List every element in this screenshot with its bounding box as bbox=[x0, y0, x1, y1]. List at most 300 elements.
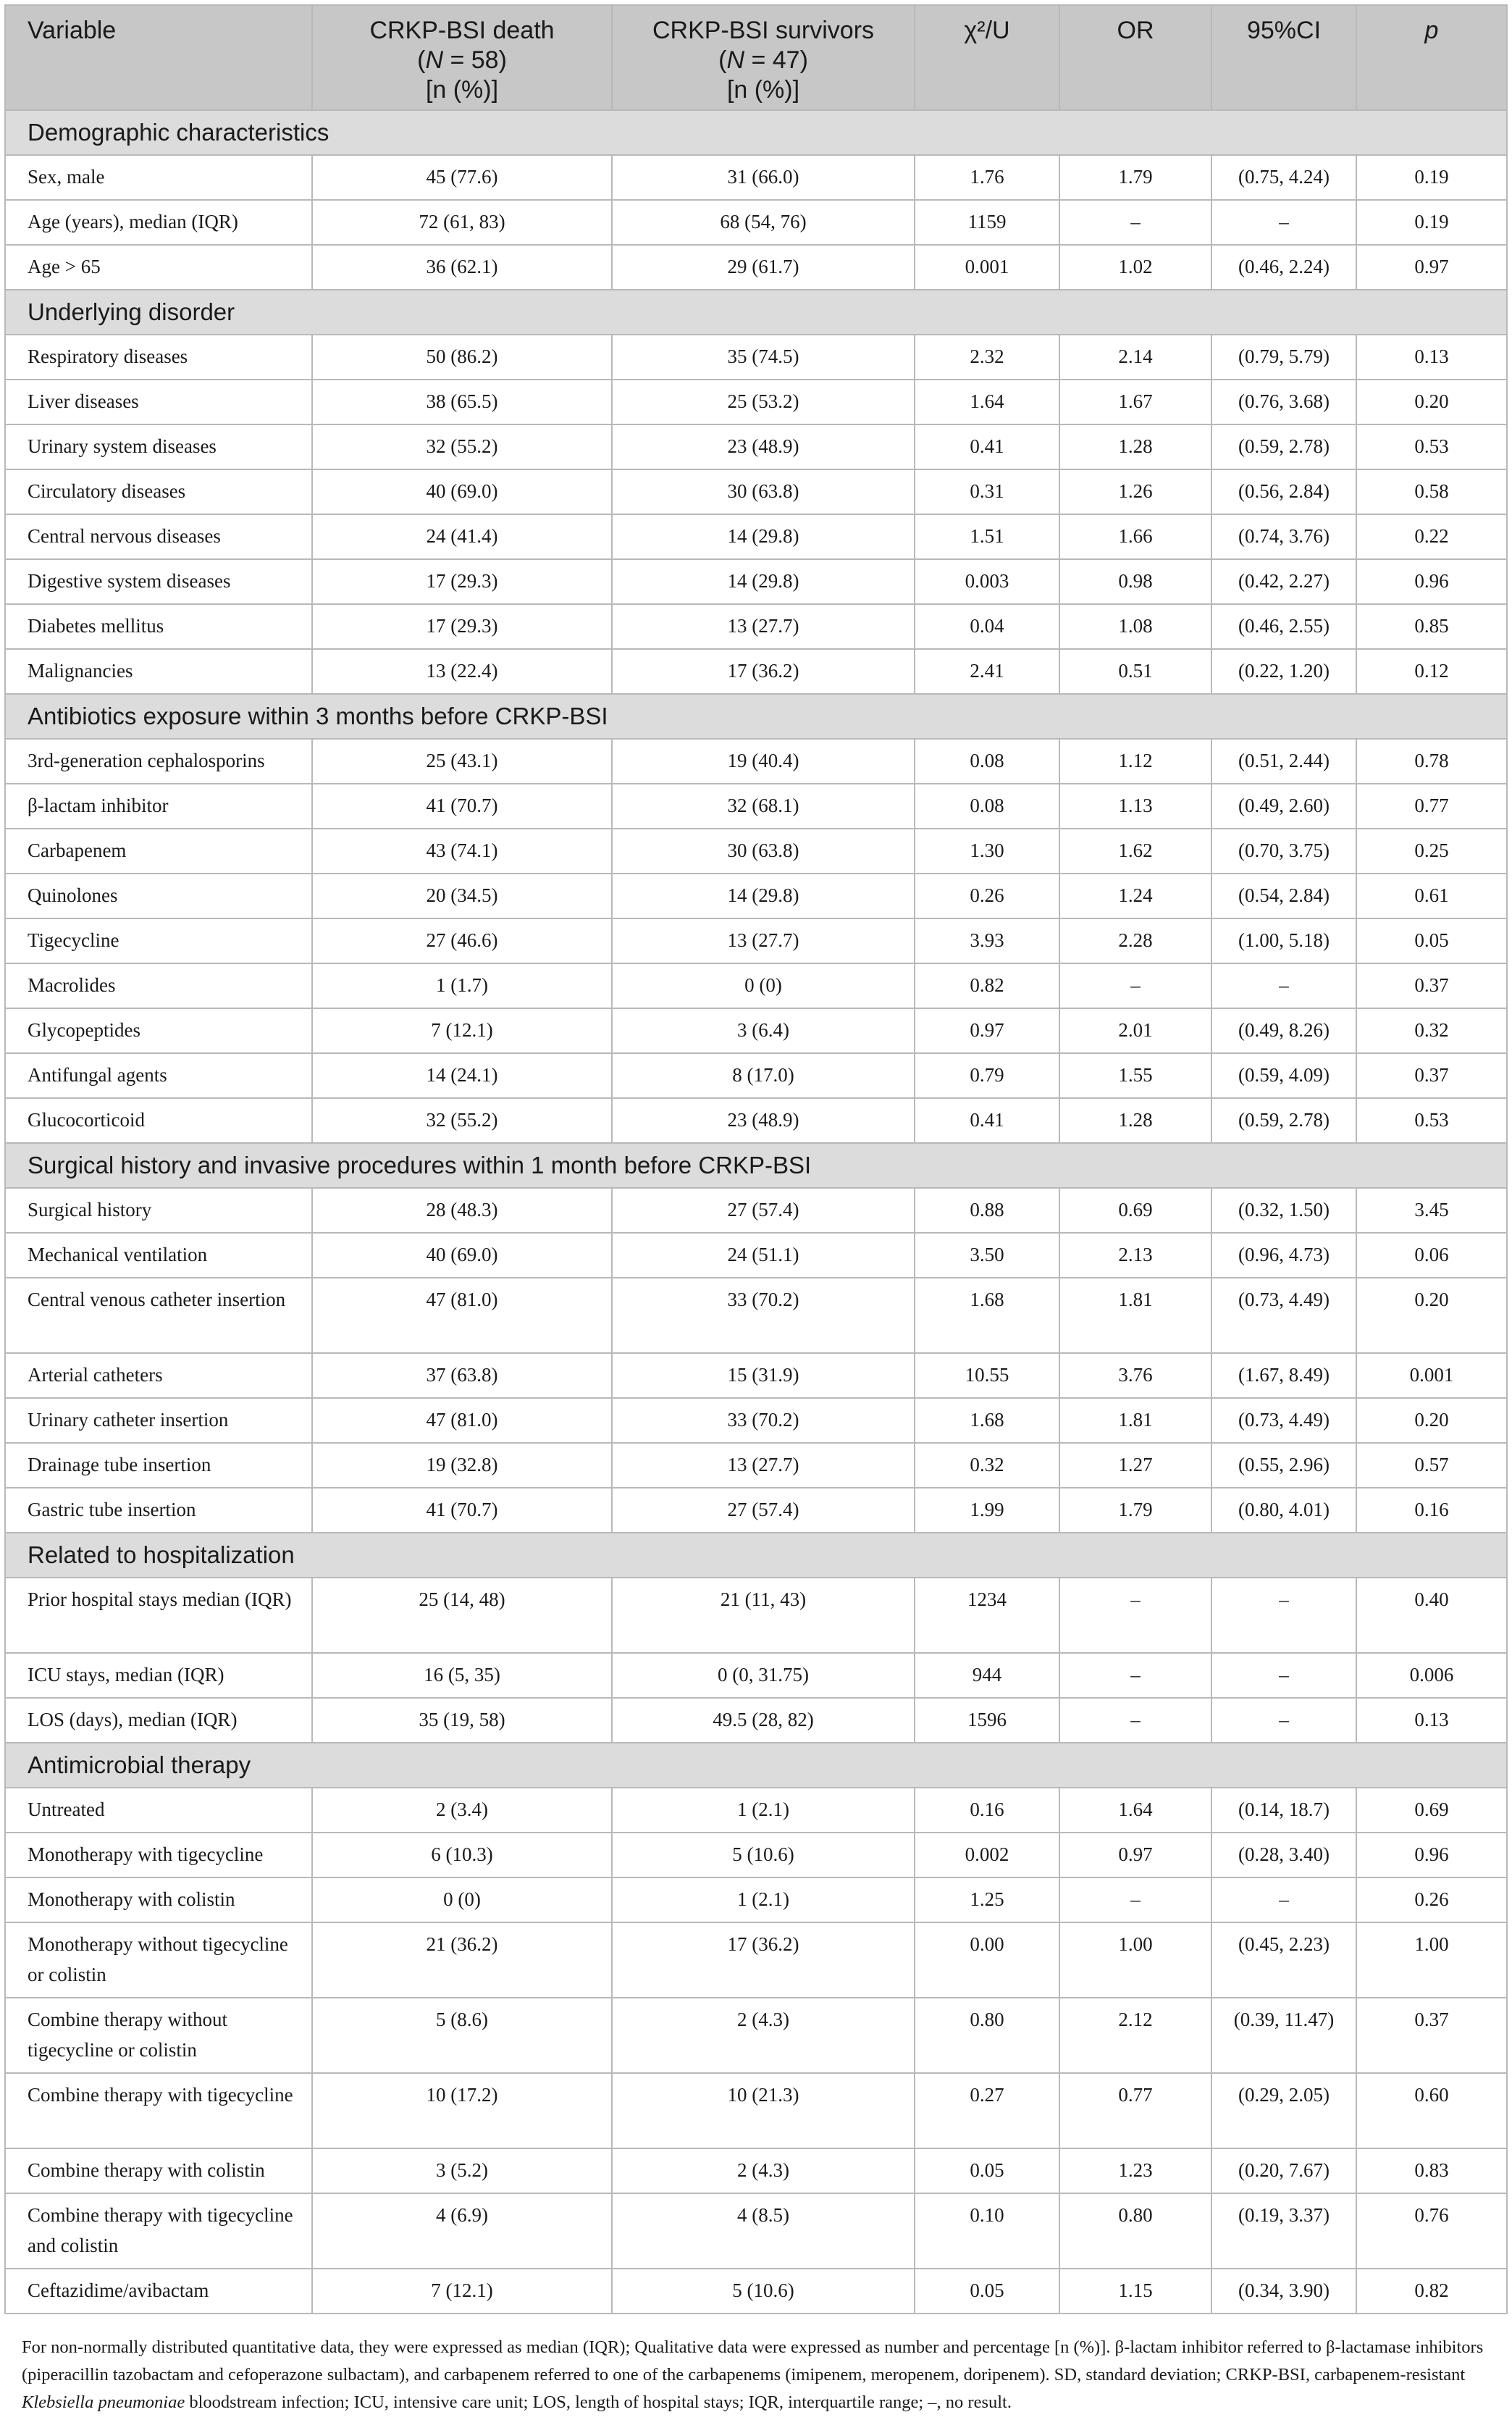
ci-value bbox=[1211, 1998, 1356, 2073]
ci-value-text: (0.54, 2.84) bbox=[1238, 884, 1330, 906]
chi-u-value bbox=[915, 1008, 1059, 1053]
chi-u-value bbox=[915, 739, 1059, 784]
row-label-text: Urinary catheter insertion bbox=[28, 1409, 229, 1431]
chi-u-value-text: 2.32 bbox=[970, 346, 1004, 367]
ci-value bbox=[1211, 1353, 1356, 1398]
p-value-text: 0.58 bbox=[1414, 480, 1449, 502]
table-row bbox=[5, 424, 1507, 469]
ci-value-text: – bbox=[1279, 1588, 1289, 1610]
survivor-value-text: 14 (29.8) bbox=[727, 884, 799, 906]
or-value bbox=[1059, 1698, 1211, 1743]
header-survivors: CRKP-BSI survivors (N = 47) [n (%)] bbox=[612, 5, 915, 110]
or-value-text: 1.15 bbox=[1118, 2279, 1153, 2301]
chi-u-value bbox=[915, 469, 1059, 514]
table-row bbox=[5, 1922, 1507, 1998]
survivor-value bbox=[612, 1398, 915, 1443]
survivor-value bbox=[612, 200, 915, 245]
ci-value bbox=[1211, 1098, 1356, 1143]
survivor-value-text: 5 (10.6) bbox=[732, 2279, 794, 2301]
ci-value-text: (0.73, 4.49) bbox=[1238, 1289, 1330, 1310]
row-label-text: Age > 65 bbox=[28, 256, 101, 277]
or-value bbox=[1059, 918, 1211, 963]
or-value bbox=[1059, 1922, 1211, 1998]
row-label-text: Central venous catheter insertion bbox=[28, 1289, 286, 1310]
chi-u-value bbox=[915, 380, 1059, 424]
chi-u-value-text: 0.16 bbox=[970, 1799, 1004, 1820]
death-value-text: 50 (86.2) bbox=[426, 346, 498, 367]
survivor-value-text: 15 (31.9) bbox=[727, 1364, 799, 1386]
chi-u-value bbox=[915, 155, 1059, 200]
death-value-text: 20 (34.5) bbox=[426, 884, 498, 906]
row-label-text: Combine therapy with tigecycline and colistin bbox=[28, 2204, 293, 2256]
death-value-text: 16 (5, 35) bbox=[424, 1664, 500, 1686]
chi-u-value-text: 1.68 bbox=[970, 1409, 1004, 1431]
p-value-text: 0.06 bbox=[1414, 1244, 1449, 1265]
or-value bbox=[1059, 155, 1211, 200]
chi-u-value bbox=[915, 1788, 1059, 1833]
or-value bbox=[1059, 469, 1211, 514]
survivor-value-text: 30 (63.8) bbox=[727, 480, 799, 502]
or-value-text: 1.00 bbox=[1118, 1933, 1153, 1955]
or-value-text: 1.28 bbox=[1118, 435, 1153, 457]
death-value bbox=[312, 2148, 612, 2193]
or-value-text: 1.02 bbox=[1118, 256, 1153, 277]
or-value bbox=[1059, 559, 1211, 604]
row-label bbox=[5, 1788, 312, 1833]
row-label-text: Liver diseases bbox=[28, 390, 139, 412]
survivor-value-text: 14 (29.8) bbox=[727, 570, 799, 592]
row-label-text: Monotherapy without tigecycline or colistin bbox=[28, 1933, 288, 1985]
row-label-text: Urinary system diseases bbox=[28, 435, 217, 457]
ci-value bbox=[1211, 2148, 1356, 2193]
survivor-value-text: 0 (0, 31.75) bbox=[718, 1664, 809, 1686]
p-value bbox=[1356, 155, 1507, 200]
chi-u-value-text: 0.05 bbox=[970, 2279, 1004, 2301]
row-label bbox=[5, 1488, 312, 1533]
p-value-text: 0.96 bbox=[1414, 1843, 1449, 1865]
row-label-text: Macrolides bbox=[28, 974, 116, 996]
or-value bbox=[1059, 1833, 1211, 1877]
chi-u-value-text: 1.25 bbox=[970, 1888, 1004, 1910]
p-value bbox=[1356, 829, 1507, 874]
or-value bbox=[1059, 739, 1211, 784]
table-row bbox=[5, 1188, 1507, 1233]
ci-value-text: (0.55, 2.96) bbox=[1238, 1454, 1330, 1475]
section-header-row bbox=[5, 1533, 1507, 1578]
or-value-text: 1.79 bbox=[1118, 166, 1153, 188]
ci-value bbox=[1211, 1278, 1356, 1353]
survivor-value bbox=[612, 1098, 915, 1143]
chi-u-value-text: 0.80 bbox=[970, 2009, 1004, 2030]
ci-value-text: (0.49, 8.26) bbox=[1238, 1019, 1330, 1041]
row-label-text: Antifungal agents bbox=[28, 1064, 167, 1086]
row-label bbox=[5, 1278, 312, 1353]
or-value-text: 1.13 bbox=[1118, 795, 1153, 816]
survivor-value-text: 33 (70.2) bbox=[727, 1409, 799, 1431]
or-value-text: 2.13 bbox=[1118, 1244, 1153, 1265]
survivor-value-text: 29 (61.7) bbox=[727, 256, 799, 277]
chi-u-value bbox=[915, 784, 1059, 829]
table-row bbox=[5, 1008, 1507, 1053]
p-value-text: 0.16 bbox=[1414, 1499, 1449, 1520]
death-value-text: 13 (22.4) bbox=[426, 660, 498, 682]
survivor-value-text: 8 (17.0) bbox=[732, 1064, 794, 1086]
header-ci: 95%CI bbox=[1211, 5, 1356, 110]
row-label bbox=[5, 514, 312, 559]
death-value-text: 45 (77.6) bbox=[426, 166, 498, 188]
death-value bbox=[312, 2269, 612, 2314]
survivor-value-text: 2 (4.3) bbox=[737, 2159, 789, 2181]
row-label bbox=[5, 829, 312, 874]
or-value-text: 1.81 bbox=[1118, 1289, 1153, 1310]
death-value-text: 3 (5.2) bbox=[436, 2159, 488, 2181]
death-value bbox=[312, 1443, 612, 1488]
chi-u-value bbox=[915, 829, 1059, 874]
survivor-value bbox=[612, 739, 915, 784]
death-value-text: 41 (70.7) bbox=[426, 1499, 498, 1520]
row-label-text: Circulatory diseases bbox=[28, 480, 186, 502]
table-row bbox=[5, 963, 1507, 1008]
or-value-text: – bbox=[1130, 974, 1141, 996]
death-value bbox=[312, 963, 612, 1008]
death-value-text: 72 (61, 83) bbox=[419, 211, 505, 233]
survivor-value bbox=[612, 1833, 915, 1877]
p-value bbox=[1356, 1278, 1507, 1353]
p-value-text: 0.37 bbox=[1414, 1064, 1449, 1086]
chi-u-value bbox=[915, 1833, 1059, 1877]
p-value bbox=[1356, 559, 1507, 604]
table-row bbox=[5, 829, 1507, 874]
table-row bbox=[5, 2193, 1507, 2269]
death-value-text: 7 (12.1) bbox=[431, 1019, 493, 1041]
row-label-text: Mechanical ventilation bbox=[28, 1244, 208, 1265]
p-value-text: 0.001 bbox=[1409, 1364, 1454, 1386]
ci-value bbox=[1211, 1053, 1356, 1098]
ci-value-text: (1.00, 5.18) bbox=[1238, 929, 1330, 951]
chi-u-value-text: 0.82 bbox=[970, 974, 1004, 996]
death-value bbox=[312, 1353, 612, 1398]
p-value-text: 0.19 bbox=[1414, 211, 1449, 233]
survivor-value bbox=[612, 1278, 915, 1353]
death-value bbox=[312, 1398, 612, 1443]
p-value bbox=[1356, 2148, 1507, 2193]
row-label-text: Central nervous diseases bbox=[28, 525, 221, 547]
survivor-value bbox=[612, 1877, 915, 1922]
p-value-text: 0.37 bbox=[1414, 974, 1449, 996]
death-value bbox=[312, 604, 612, 649]
or-value bbox=[1059, 649, 1211, 694]
or-value-text: 1.08 bbox=[1118, 615, 1153, 637]
p-value-text: 0.20 bbox=[1414, 390, 1449, 412]
table-row bbox=[5, 1053, 1507, 1098]
survivor-value bbox=[612, 2148, 915, 2193]
table-row bbox=[5, 2148, 1507, 2193]
chi-u-value bbox=[915, 2269, 1059, 2314]
survivor-value bbox=[612, 155, 915, 200]
death-value bbox=[312, 1653, 612, 1698]
row-label bbox=[5, 874, 312, 918]
p-value-text: 0.82 bbox=[1414, 2279, 1449, 2301]
row-label bbox=[5, 380, 312, 424]
header-or: OR bbox=[1059, 5, 1211, 110]
chi-u-value-text: 0.05 bbox=[970, 2159, 1004, 2181]
row-label-text: Respiratory diseases bbox=[28, 346, 188, 367]
ci-value bbox=[1211, 335, 1356, 380]
chi-u-value bbox=[915, 649, 1059, 694]
p-value-text: 1.00 bbox=[1414, 1933, 1449, 1955]
survivor-value-text: 13 (27.7) bbox=[727, 929, 799, 951]
chi-u-value-text: 0.00 bbox=[970, 1933, 1004, 1955]
header-row bbox=[5, 5, 1507, 110]
or-value-text: 1.26 bbox=[1118, 480, 1153, 502]
chi-u-value bbox=[915, 874, 1059, 918]
row-label bbox=[5, 200, 312, 245]
p-value bbox=[1356, 784, 1507, 829]
row-label-text: Sex, male bbox=[28, 166, 105, 188]
row-label-text: Monotherapy with colistin bbox=[28, 1888, 235, 1910]
survivor-value-text: 13 (27.7) bbox=[727, 615, 799, 637]
survivor-value bbox=[612, 1998, 915, 2073]
death-value-text: 21 (36.2) bbox=[426, 1933, 498, 1955]
ci-value-text: (0.59, 2.78) bbox=[1238, 1109, 1330, 1131]
survivor-value bbox=[612, 874, 915, 918]
death-value bbox=[312, 1788, 612, 1833]
or-value bbox=[1059, 829, 1211, 874]
or-value bbox=[1059, 963, 1211, 1008]
ci-value bbox=[1211, 1877, 1356, 1922]
death-value bbox=[312, 1188, 612, 1233]
or-value-text: 1.24 bbox=[1118, 884, 1153, 906]
p-value bbox=[1356, 1008, 1507, 1053]
chi-u-value bbox=[915, 335, 1059, 380]
ci-value-text: (0.56, 2.84) bbox=[1238, 480, 1330, 502]
death-value-text: 47 (81.0) bbox=[426, 1289, 498, 1310]
survivor-value-text: 10 (21.3) bbox=[727, 2084, 799, 2106]
row-label bbox=[5, 424, 312, 469]
chi-u-value-text: 0.97 bbox=[970, 1019, 1004, 1041]
or-value bbox=[1059, 604, 1211, 649]
table-row bbox=[5, 200, 1507, 245]
survivor-value bbox=[612, 1188, 915, 1233]
ci-value-text: (0.42, 2.27) bbox=[1238, 570, 1330, 592]
death-value bbox=[312, 829, 612, 874]
p-value-text: 0.20 bbox=[1414, 1289, 1449, 1310]
ci-value-text: (0.19, 3.37) bbox=[1238, 2204, 1330, 2226]
survivor-value-text: 3 (6.4) bbox=[737, 1019, 789, 1041]
row-label-text: Glucocorticoid bbox=[28, 1109, 145, 1131]
p-value bbox=[1356, 1698, 1507, 1743]
p-value-text: 0.25 bbox=[1414, 840, 1449, 861]
table-row bbox=[5, 1098, 1507, 1143]
ci-value-text: (0.75, 4.24) bbox=[1238, 166, 1330, 188]
or-value bbox=[1059, 1098, 1211, 1143]
p-value-text: 0.78 bbox=[1414, 750, 1449, 771]
ci-value bbox=[1211, 1488, 1356, 1533]
header-death: CRKP-BSI death (N = 58) [n (%)] bbox=[312, 5, 612, 110]
ci-value-text: (0.29, 2.05) bbox=[1238, 2084, 1330, 2106]
or-value-text: 1.23 bbox=[1118, 2159, 1153, 2181]
survivor-value bbox=[612, 784, 915, 829]
survivor-value-text: 1 (2.1) bbox=[737, 1888, 789, 1910]
ci-value-text: (0.14, 18.7) bbox=[1238, 1799, 1330, 1820]
or-value-text: – bbox=[1130, 211, 1141, 233]
row-label-text: Quinolones bbox=[28, 884, 118, 906]
chi-u-value-text: 1.64 bbox=[970, 390, 1004, 412]
death-value bbox=[312, 380, 612, 424]
row-label bbox=[5, 2073, 312, 2148]
death-value-text: 28 (48.3) bbox=[426, 1199, 498, 1221]
death-value-text: 17 (29.3) bbox=[426, 570, 498, 592]
death-value-text: 32 (55.2) bbox=[426, 1109, 498, 1131]
chi-u-value bbox=[915, 1998, 1059, 2073]
survivor-value bbox=[612, 2193, 915, 2269]
survivor-value-text: 21 (11, 43) bbox=[720, 1588, 807, 1610]
chi-u-value bbox=[915, 1488, 1059, 1533]
section-title: Surgical history and invasive procedures within 1 month before CRKP-BSI bbox=[5, 1143, 1507, 1188]
section-header-row bbox=[5, 110, 1507, 155]
table-row bbox=[5, 469, 1507, 514]
or-value-text: 0.77 bbox=[1118, 2084, 1153, 2106]
section-title: Related to hospitalization bbox=[5, 1533, 1507, 1578]
ci-value-text: (0.20, 7.67) bbox=[1238, 2159, 1330, 2181]
chi-u-value-text: 0.08 bbox=[970, 750, 1004, 771]
row-label bbox=[5, 1833, 312, 1877]
p-value-text: 0.76 bbox=[1414, 2204, 1449, 2226]
chi-u-value bbox=[915, 1443, 1059, 1488]
chi-u-value bbox=[915, 1053, 1059, 1098]
survivor-value-text: 27 (57.4) bbox=[727, 1499, 799, 1520]
death-value-text: 17 (29.3) bbox=[426, 615, 498, 637]
chi-u-value bbox=[915, 200, 1059, 245]
ci-value bbox=[1211, 469, 1356, 514]
or-value-text: 2.12 bbox=[1118, 2009, 1153, 2030]
or-value-text: 1.28 bbox=[1118, 1109, 1153, 1131]
death-value-text: 27 (46.6) bbox=[426, 929, 498, 951]
survivor-value-text: 31 (66.0) bbox=[727, 166, 799, 188]
p-value-text: 0.85 bbox=[1414, 615, 1449, 637]
row-label bbox=[5, 1398, 312, 1443]
section-header-row bbox=[5, 290, 1507, 335]
survivor-value-text: 14 (29.8) bbox=[727, 525, 799, 547]
survivor-value bbox=[612, 649, 915, 694]
chi-u-value bbox=[915, 2148, 1059, 2193]
death-value bbox=[312, 2073, 612, 2148]
p-value bbox=[1356, 380, 1507, 424]
row-label bbox=[5, 784, 312, 829]
ci-value-text: (0.76, 3.68) bbox=[1238, 390, 1330, 412]
chi-u-value-text: 0.88 bbox=[970, 1199, 1004, 1221]
death-value-text: 47 (81.0) bbox=[426, 1409, 498, 1431]
p-value-text: 0.05 bbox=[1414, 929, 1449, 951]
survivor-value bbox=[612, 604, 915, 649]
row-label bbox=[5, 649, 312, 694]
ci-value bbox=[1211, 604, 1356, 649]
death-value bbox=[312, 874, 612, 918]
row-label-text: Glycopeptides bbox=[28, 1019, 140, 1041]
table-row bbox=[5, 1578, 1507, 1653]
section-title: Antimicrobial therapy bbox=[5, 1743, 1507, 1788]
p-value-text: 0.69 bbox=[1414, 1799, 1449, 1820]
p-value-text: 0.13 bbox=[1414, 1709, 1449, 1730]
survivor-value bbox=[612, 829, 915, 874]
survivor-value bbox=[612, 1578, 915, 1653]
chi-u-value-text: 0.002 bbox=[965, 1843, 1009, 1865]
or-value-text: 1.55 bbox=[1118, 1064, 1153, 1086]
death-value bbox=[312, 784, 612, 829]
p-value-text: 0.77 bbox=[1414, 795, 1449, 816]
death-value bbox=[312, 1008, 612, 1053]
ci-value bbox=[1211, 918, 1356, 963]
row-label-text: Gastric tube insertion bbox=[28, 1499, 196, 1520]
survivor-value-text: 1 (2.1) bbox=[737, 1799, 789, 1820]
chi-u-value bbox=[915, 1578, 1059, 1653]
table-row bbox=[5, 1398, 1507, 1443]
death-value-text: 25 (14, 48) bbox=[419, 1588, 505, 1610]
p-value-text: 0.53 bbox=[1414, 435, 1449, 457]
or-value-text: 0.98 bbox=[1118, 570, 1153, 592]
ci-value bbox=[1211, 1922, 1356, 1998]
p-value-text: 0.13 bbox=[1414, 346, 1449, 367]
chi-u-value-text: 2.41 bbox=[970, 660, 1004, 682]
chi-u-value bbox=[915, 559, 1059, 604]
death-value-text: 40 (69.0) bbox=[426, 480, 498, 502]
or-value bbox=[1059, 2148, 1211, 2193]
or-value-text: 1.27 bbox=[1118, 1454, 1153, 1475]
row-label bbox=[5, 1353, 312, 1398]
table-row bbox=[5, 2073, 1507, 2148]
or-value bbox=[1059, 1578, 1211, 1653]
death-value bbox=[312, 469, 612, 514]
chi-u-value bbox=[915, 1398, 1059, 1443]
table-row bbox=[5, 604, 1507, 649]
row-label-text: Combine therapy with tigecycline bbox=[28, 2084, 293, 2106]
table-row bbox=[5, 2269, 1507, 2314]
survivor-value-text: 23 (48.9) bbox=[727, 435, 799, 457]
survivor-value-text: 25 (53.2) bbox=[727, 390, 799, 412]
ci-value bbox=[1211, 1008, 1356, 1053]
or-value bbox=[1059, 1488, 1211, 1533]
p-value bbox=[1356, 1053, 1507, 1098]
or-value bbox=[1059, 1877, 1211, 1922]
chi-u-value bbox=[915, 1922, 1059, 1998]
or-value bbox=[1059, 1053, 1211, 1098]
table-footnote: For non-normally distributed quantitative data, they were expressed as median (IQR); Qualitative data were expressed as number and percentage [n (%)]. β-lactam inhibitor referred to β-lactamase inhibitors (piperacillin tazobactam and cefoperazone sulbactam), and carbapenem referred to one of the carbapenems (imipenem, meropenem, doripenem). SD, standard deviation; CRKP-BSI, carbapenem-resistant Klebsiella pneumoniae bloodstream infection; ICU, intensive care unit; LOS, length of hospital stays; IQR, interquartile range; –, no result. bbox=[22, 2337, 1484, 2412]
row-label-text: Digestive system diseases bbox=[28, 570, 231, 592]
or-value-text: 1.62 bbox=[1118, 840, 1153, 861]
survivor-value bbox=[612, 1353, 915, 1398]
p-value bbox=[1356, 1578, 1507, 1653]
or-value bbox=[1059, 874, 1211, 918]
ci-value-text: (0.39, 11.47) bbox=[1233, 2009, 1335, 2030]
survivor-value-text: 0 (0) bbox=[744, 974, 782, 996]
row-label bbox=[5, 2148, 312, 2193]
chi-u-value bbox=[915, 514, 1059, 559]
ci-value-text: (0.59, 4.09) bbox=[1238, 1064, 1330, 1086]
chi-u-value bbox=[915, 1278, 1059, 1353]
header-chi-u: χ²/U bbox=[915, 5, 1059, 110]
survivor-value-text: 24 (51.1) bbox=[727, 1244, 799, 1265]
ci-value-text: (0.80, 4.01) bbox=[1238, 1499, 1330, 1520]
p-value bbox=[1356, 1922, 1507, 1998]
chi-u-value-text: 1.76 bbox=[970, 166, 1004, 188]
death-value-text: 32 (55.2) bbox=[426, 435, 498, 457]
or-value bbox=[1059, 1353, 1211, 1398]
row-label-text: 3rd-generation cephalosporins bbox=[28, 750, 265, 771]
death-value bbox=[312, 1053, 612, 1098]
ci-value-text: (0.79, 5.79) bbox=[1238, 346, 1330, 367]
or-value bbox=[1059, 1998, 1211, 2073]
death-value bbox=[312, 918, 612, 963]
